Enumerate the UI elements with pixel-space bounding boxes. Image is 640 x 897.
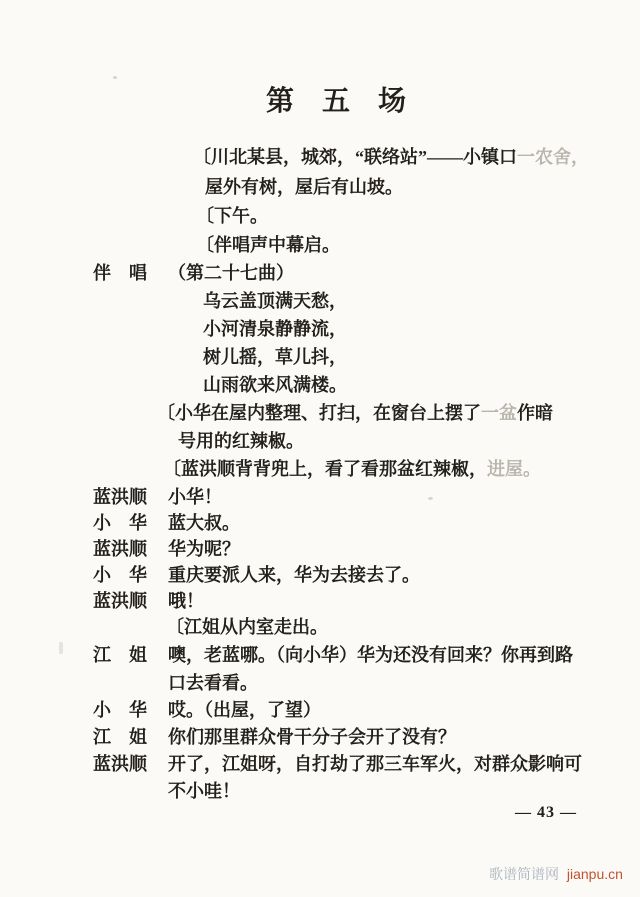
- speaker-name: 蓝洪顺: [93, 591, 147, 611]
- speaker-name: 蓝洪顺: [93, 754, 147, 774]
- dialogue-row: [0, 726, 640, 749]
- stage-direction-time: 〔下午。: [196, 206, 268, 226]
- watermark-site-name: 歌谱简谱网: [489, 866, 559, 882]
- lyric-line: 山雨欲来风满楼。: [203, 375, 347, 395]
- speaker-name: 江 姐: [93, 727, 147, 747]
- accompaniment-row: [0, 262, 640, 285]
- dialogue-row: [0, 590, 640, 613]
- speaker-name: 小 华: [93, 565, 147, 585]
- dialogue-text: 哎。（出屋，了望）: [168, 700, 321, 720]
- dialogue-text: 你们那里群众骨干分子会开了没有？: [168, 727, 456, 747]
- dialogue-text: 哦！: [168, 591, 204, 611]
- dialogue-row: [0, 512, 640, 535]
- dialogue-text: 小华！: [168, 487, 222, 507]
- dialogue-row: [0, 699, 640, 722]
- watermark: [489, 864, 623, 884]
- dialogue-row: [0, 564, 640, 587]
- lyric-line: 乌云盖顶满天愁，: [203, 291, 347, 311]
- speaker-name: 蓝洪顺: [93, 539, 147, 559]
- stage-direction-setting: 〔川北某县，城郊，“联络站”——小镇口一农舍，: [193, 147, 589, 167]
- stage-direction-lan-enter: 〔蓝洪顺背背兜上，看了看那盆红辣椒，进屋。: [163, 459, 541, 479]
- lyric-line: 小河清泉静静流，: [203, 319, 347, 339]
- dialogue-continuation: 口去看看。: [168, 673, 258, 693]
- dialogue-text: 华为呢？: [168, 539, 240, 559]
- speaker-name: 小 华: [93, 700, 147, 720]
- speaker-name: 江 姐: [93, 645, 147, 665]
- dialogue-text: 噢，老蓝哪。（向小华）华为还没有回来？你再到路: [168, 645, 573, 665]
- stage-direction-setting-cont: 屋外有树，屋后有山坡。: [205, 177, 403, 197]
- stage-direction-xiaohua-cont: 号用的红辣椒。: [178, 431, 304, 451]
- dialogue-text: 开了，江姐呀，自打劫了那三车军火，对群众影响可: [168, 754, 582, 774]
- dialogue-text: 蓝大叔。: [168, 513, 240, 533]
- stage-direction-curtain: 〔伴唱声中幕启。: [196, 235, 340, 255]
- watermark-site-url: jianpu.cn: [566, 866, 623, 882]
- speaker-name: 蓝洪顺: [93, 487, 147, 507]
- scan-speck: [59, 642, 63, 654]
- dialogue-continuation: 不小哇！: [168, 781, 240, 801]
- song-cue: （第二十七曲）: [168, 263, 294, 283]
- dialogue-text: 重庆要派人来，华为去接去了。: [168, 565, 420, 585]
- speaker-name: 伴 唱: [93, 263, 147, 283]
- stage-direction-xiaohua: 〔小华在屋内整理、打扫，在窗台上摆了一盆作暗: [157, 403, 553, 423]
- page-number: — 43 —: [515, 804, 577, 821]
- scene-title: 第 五 场: [266, 86, 407, 117]
- dialogue-row: [0, 753, 640, 776]
- lyric-line: 树儿摇，草儿抖，: [203, 347, 347, 367]
- speaker-name: 小 华: [93, 513, 147, 533]
- dialogue-row: [0, 644, 640, 667]
- stage-direction-jiang-enter: 〔江姐从内室走出。: [166, 617, 328, 637]
- dialogue-row: [0, 538, 640, 561]
- scan-speck: [428, 497, 433, 500]
- scan-speck: [113, 76, 117, 79]
- dialogue-row: [0, 486, 640, 509]
